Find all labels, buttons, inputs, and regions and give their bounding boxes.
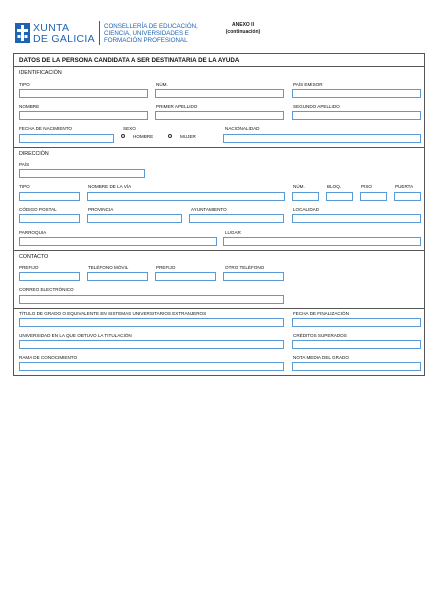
num-via-field[interactable]: [292, 192, 319, 201]
xunta-logo: [15, 22, 115, 46]
label-tipo: TIPO: [19, 82, 30, 87]
section-identification: IDENTIFICACIÓN: [19, 70, 62, 76]
form-title: DATOS DE LA PERSONA CANDIDATA A SER DESTINATARIA DE LA AYUDA: [19, 57, 240, 64]
num-field[interactable]: [155, 89, 284, 98]
primer-apellido-field[interactable]: [155, 111, 284, 120]
label-tipo-via: TIPO: [19, 184, 30, 189]
label-fecha-nacimiento: FECHA DE NACIMIENTO: [19, 126, 73, 131]
telefono-movil-field[interactable]: [87, 272, 148, 281]
prefijo-movil-field[interactable]: [19, 272, 80, 281]
radio-mujer[interactable]: [168, 134, 172, 138]
label-mujer: MUJER: [180, 134, 196, 139]
logo-divider: [99, 21, 100, 45]
label-prefijo-movil: PREFIJO: [19, 265, 39, 270]
label-localidad: LOCALIDAD: [293, 207, 320, 212]
creditos-field[interactable]: [292, 340, 421, 349]
label-provincia: PROVINCIA: [88, 207, 114, 212]
label-pais-emisor: PAÍS EMISOR: [293, 82, 323, 87]
label-universidad: UNIVERSIDAD EN LA QUE OBTUVO LA TITULACIÓN: [19, 333, 132, 338]
label-titulo-grado: TÍTULO DE GRADO O EQUIVALENTE EN SISTEMAS UNIVERSITARIOS EXTRANJEROS: [19, 311, 207, 316]
provincia-field[interactable]: [87, 214, 182, 223]
section-contact: CONTACTO: [19, 254, 49, 260]
bloq-field[interactable]: [326, 192, 353, 201]
label-parroquia: PARROQUIA: [19, 230, 47, 235]
department-line1: CONSELLERÍA DE EDUCACIÓN,: [104, 23, 198, 30]
correo-field[interactable]: [19, 295, 284, 304]
label-hombre: HOMBRE: [133, 134, 154, 139]
fecha-finalizacion-field[interactable]: [292, 318, 421, 327]
label-num: NÚM.: [156, 82, 168, 87]
label-bloq: BLOQ.: [327, 184, 342, 189]
pais-field[interactable]: [19, 169, 145, 178]
label-codigo-postal: CÓDIGO POSTAL: [19, 207, 57, 212]
parroquia-field[interactable]: [19, 237, 217, 246]
label-num-via: NÚM.: [293, 184, 305, 189]
prefijo-otro-field[interactable]: [155, 272, 216, 281]
tipo-via-field[interactable]: [19, 192, 80, 201]
section-address: DIRECCIÓN: [19, 151, 49, 157]
label-lugar: LUGAR: [225, 230, 241, 235]
universidad-field[interactable]: [19, 340, 284, 349]
label-otro-telefono: OTRO TELÉFONO: [225, 265, 265, 270]
label-ayuntamiento: AYUNTAMIENTO: [191, 207, 227, 212]
label-rama-conocimiento: RAMA DE CONOCIMIENTO: [19, 355, 78, 360]
piso-field[interactable]: [360, 192, 387, 201]
annex-subtitle: (continuación): [225, 29, 261, 35]
label-telefono-movil: TELÉFONO MÓVIL: [88, 265, 129, 270]
segundo-apellido-field[interactable]: [292, 111, 421, 120]
logo-line1: XUNTA: [33, 22, 70, 34]
label-puerta: PUERTA: [395, 184, 414, 189]
otro-telefono-field[interactable]: [223, 272, 284, 281]
label-piso: PISO: [361, 184, 372, 189]
codigo-postal-field[interactable]: [19, 214, 80, 223]
titulo-grado-field[interactable]: [19, 318, 284, 327]
label-sexo: SEXO: [123, 126, 136, 131]
puerta-field[interactable]: [394, 192, 421, 201]
tipo-field[interactable]: [19, 89, 148, 98]
ayuntamiento-field[interactable]: [189, 214, 284, 223]
label-nota-media: NOTA MEDIA DEL GRADO: [293, 355, 349, 360]
department-line3: FORMACIÓN PROFESIONAL: [104, 37, 188, 44]
contact-divider: [13, 308, 425, 309]
department-line2: CIENCIA, UNIVERSIDADES E: [104, 30, 189, 37]
label-fecha-finalizacion: FECHA DE FINALIZACIÓN: [293, 311, 349, 316]
nacionalidad-field[interactable]: [223, 134, 421, 143]
label-creditos: CRÉDITOS SUPERADOS: [293, 333, 347, 338]
label-prefijo-otro: PREFIJO: [156, 265, 176, 270]
nota-media-field[interactable]: [292, 362, 421, 371]
label-nacionalidad: NACIONALIDAD: [225, 126, 260, 131]
annex-title: ANEXO II: [232, 22, 254, 28]
label-nombre-via: NOMBRE DE LA VÍA: [88, 184, 132, 189]
lugar-field[interactable]: [223, 237, 421, 246]
fecha-nacimiento-field[interactable]: [19, 134, 114, 143]
label-pais: PAÍS: [19, 162, 30, 167]
rama-conocimiento-field[interactable]: [19, 362, 284, 371]
label-primer-apellido: PRIMER APELLIDO: [156, 104, 198, 109]
label-correo: CORREO ELECTRÓNICO: [19, 287, 74, 292]
localidad-field[interactable]: [292, 214, 421, 223]
address-divider: [13, 250, 425, 251]
logo-line2: DE GALICIA: [33, 33, 95, 45]
label-nombre: NOMBRE: [19, 104, 40, 109]
radio-hombre[interactable]: [121, 134, 125, 138]
pais-emisor-field[interactable]: [292, 89, 421, 98]
title-divider: [13, 66, 425, 67]
nombre-via-field[interactable]: [87, 192, 285, 201]
nombre-field[interactable]: [19, 111, 148, 120]
xunta-cross-icon: [15, 23, 30, 43]
label-segundo-apellido: SEGUNDO APELLIDO: [293, 104, 340, 109]
identification-divider: [13, 147, 425, 148]
